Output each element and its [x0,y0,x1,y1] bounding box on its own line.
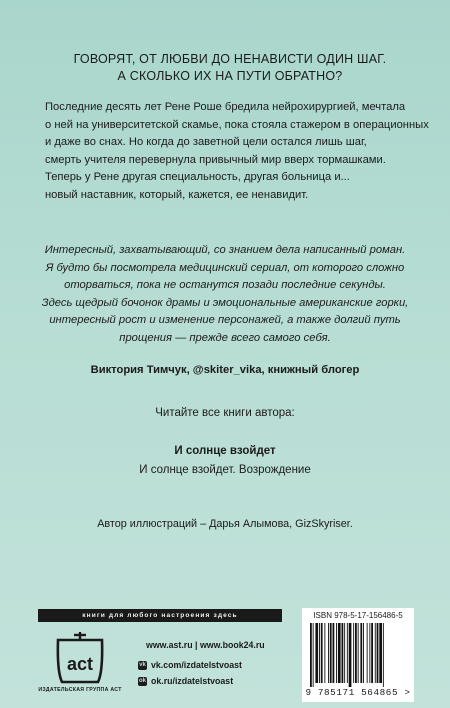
review-line: оторваться, пока не останутся позади последние секунды. [64,279,386,292]
illustrators-credit: Автор иллюстраций – Дарья Алымова, GizSkyriser. [97,518,353,530]
heading-line: А СКОЛЬКО ИХ НА ПУТИ ОБРАТНО? [117,69,343,83]
heading-line: ГОВОРЯТ, ОТ ЛЮБВИ ДО НЕНАВИСТИ ОДИН ШАГ. [73,52,387,66]
books-heading: Читайте все книги автора: [155,407,295,419]
synopsis-line: Теперь у Рене другая специальность, другая больница и... [45,171,350,184]
publisher-logo [36,628,124,700]
vk-icon: vk [139,661,146,668]
publisher-name: ИЗДАТЕЛЬСКАЯ ГРУППА АСТ [38,687,122,693]
review-line: Интересный, захватывающий, со знанием дела написанный роман. [44,244,406,256]
synopsis-line: новый наставник, который, кажется, ее ненавидит. [45,188,309,201]
synopsis-line: о ней на университетской скамье, пока стояла стажером в операционных [45,118,429,131]
logo-text: act [66,654,94,674]
synopsis-line: Последние десять лет Рене Роше бредила нейрохирургией, мечтала [45,101,406,113]
barcode-icon [308,623,408,687]
isbn-number: ISBN 978-5-17-156486-5 [313,611,403,620]
review-line: Я будто бы посмотрела медицинский сериал, от которого сложно [45,261,405,274]
ok-icon: ok [138,677,146,684]
synopsis [45,99,429,205]
review-quote [37,242,413,348]
review-line: Здесь щедрый бочонок драмы и эмоциональные американские горки, [41,296,409,309]
synopsis-line: и даже во снах. Но когда до заветной цели остался лишь шаг, [45,136,367,149]
barcode-panel [302,608,414,702]
book-title: И солнце взойдет [174,445,276,457]
cover-heading [70,51,390,85]
synopsis-line: смерть учителя перевернула привычный мир вверх тормашками. [45,153,386,166]
book-title: И солнце взойдет. Возрождение [139,464,311,476]
ast-logo-icon [54,632,106,686]
website-links[interactable]: www.ast.ru | www.book24.ru [146,640,265,650]
barcode-digits: 9 785171 564865 > [305,687,411,698]
social-link-text: ok.ru/izdatelstvoast [151,676,234,686]
social-link-ok[interactable] [138,676,233,686]
tagline-banner: книги для любого настроения здесь [38,609,282,622]
social-link-text: vk.com/izdatelstvoast [151,660,242,670]
review-line: прощения — прежде всего самого себя. [119,331,331,344]
review-author: Виктория Тимчук, @skiter_vika, книжный блогер [90,364,360,376]
review-line: интересный рост и изменение персонажей, а также долгий путь [49,314,401,327]
social-link-vk[interactable] [138,660,242,670]
